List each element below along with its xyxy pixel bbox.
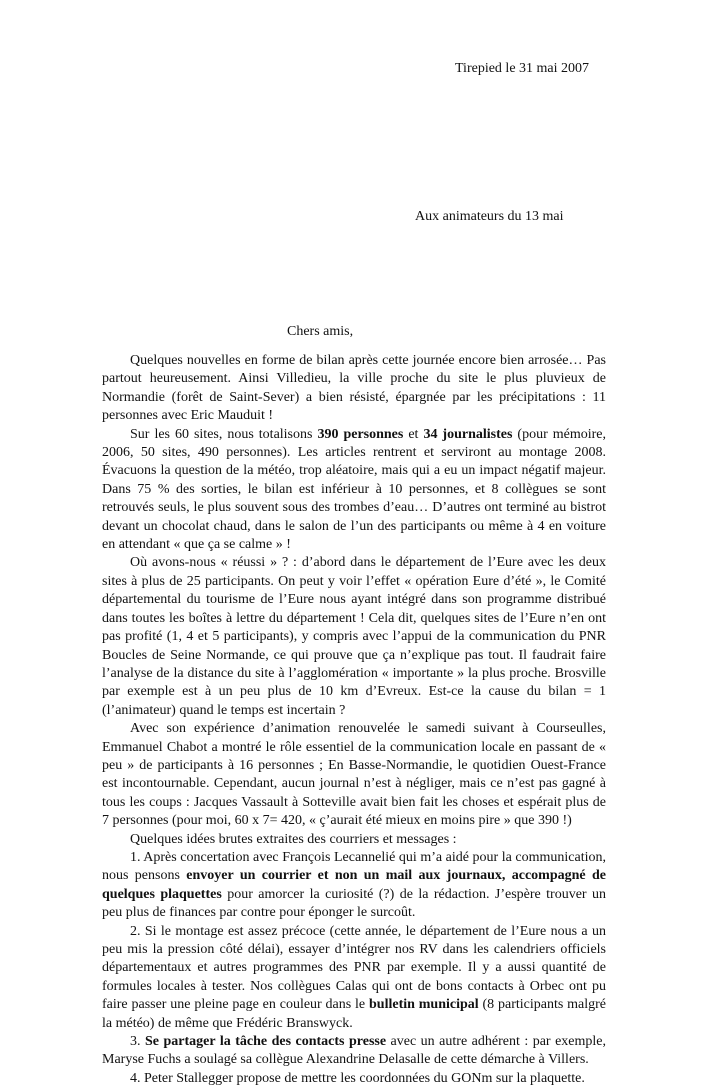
text-run: Quelques nouvelles en forme de bilan après cette journée encore bien arrosée… Pas partout heureusement. Ainsi Villedieu, la ville proche du site le plus pluvieux de Normandie (forêt de Saint-Sever) a bien résisté, épargnée par les précipitations : 11 personnes avec Eric Mauduit ! [102, 353, 606, 424]
text-run: 1. Après concertation avec François Lecannelié qui m’a aidé pour la communication, nous pensons [102, 849, 606, 884]
body-paragraph [102, 1070, 606, 1088]
text-run: et [403, 426, 424, 442]
text-run: avec un autre adhérent : par exemple, Maryse Fuchs a soulagé sa collègue Alexandrine Delasalle de cette démarche à Villers. [102, 1034, 607, 1068]
body-paragraph [102, 426, 606, 555]
text-run: 2. Si le montage est assez précoce (cette année, le département de l’Eure nous a un peu mis la pression côté délai), essayer d’intégrer nos RV dans les calendriers officiels départementaux et autres programmes des PNR par exemple. Il y a aussi quantité de formules locales à tester. Nos collègues Calas qui ont de bons contacts à Orbec ont pu faire passer une pleine page en couleur dans le [102, 923, 606, 1013]
body-paragraph [102, 720, 606, 830]
letter-salutation: Chers amis, [287, 324, 354, 339]
letter-date: Tirepied le 31 mai 2007 [455, 61, 590, 76]
text-run: (8 participants malgré la météo) de même que Frédéric Branswyck. [102, 997, 607, 1031]
body-paragraph [102, 923, 606, 1033]
text-run: 4. Peter Stallegger propose de mettre les coordonnées du GONm sur la plaquette. [130, 1070, 585, 1086]
letter-recipient: Aux animateurs du 13 mai [415, 209, 564, 224]
bold-text: Se partager la tâche des contacts presse [145, 1034, 387, 1050]
text-run: (pour mémoire, 2006, 50 sites, 490 personnes). Les articles rentrent et serviront au montage 2008. Évacuons la question de la météo, trop aléatoire, mais qui a eu un impact négatif majeur. Dans 75 % des sorties, le bilan est inférieur à 10 personnes, et 8 collègues se sont retrouvés seuls, le plus souvent sous des trombes d’eau… D’autres ont terminé au bistrot devant un chocolat chaud, dans le salon de l’un des participants ou même à 4 en voiture en attendant « que ça se calme » ! [102, 426, 606, 553]
text-run: 3. [130, 1034, 145, 1050]
text-run: Avec son expérience d’animation renouvelée le samedi suivant à Courseulles, Emmanuel Chabot a montré le rôle essentiel de la communication locale en passant de « peu » de participants à 16 personnes ; En Basse-Normandie, le quotidien Ouest-France est incontournable. Cependant, aucun journal n’est à négliger, mais ce n’est pas gagné à tous les coups : Jacques Vassault à Sotteville avait bien fait les choses et espérait plus de 7 personnes (pour moi, 60 x 7= 420, « ç’aurait été mieux en moins pire » que 390 !) [102, 721, 606, 829]
bold-text: envoyer un courrier et non un mail aux journaux, accompagné de quelques plaquettes [102, 868, 606, 902]
letter-body [102, 352, 606, 1088]
body-paragraph [102, 831, 606, 849]
bold-text: bulletin municipal [369, 997, 479, 1013]
bold-text: 390 personnes [317, 426, 404, 442]
text-run: Sur les 60 sites, nous totalisons [130, 426, 318, 442]
bold-text: 34 journalistes [423, 426, 513, 442]
body-paragraph [102, 352, 606, 426]
text-run: pour amorcer la curiosité (?) de la rédaction. J’espère trouver un peu plus de finances par contre pour éponger le surcoût. [102, 886, 607, 921]
text-run: Où avons-nous « réussi » ? : d’abord dans le département de l’Eure avec les deux sites à plus de 25 participants. On peut y voir l’effet « opération Eure d’été », le Comité départemental du tourisme de l’Eure nous ayant intégré dans son programme distribué dans toutes les boîtes à lettre du département ! Cela dit, quelques sites de l’Eure n’en ont pas profité (1, 4 et 5 participants), y compris avec l’appui de la communication du PNR Boucles de Seine Normande, ce qui prouve que ça n’explique pas tout. Il faudrait faire l’analyse de la distance du site à l’agglomération « importante » la plus proche. Brosville par exemple est à un peu plus de 10 km d’Evreux. Est-ce la cause du bilan = 1 (l’animateur) quand le temps est incertain ? [102, 555, 606, 718]
body-paragraph [102, 1033, 606, 1070]
body-paragraph [102, 849, 606, 923]
text-run: Quelques idées brutes extraites des courriers et messages : [130, 831, 457, 847]
body-paragraph [102, 554, 606, 720]
